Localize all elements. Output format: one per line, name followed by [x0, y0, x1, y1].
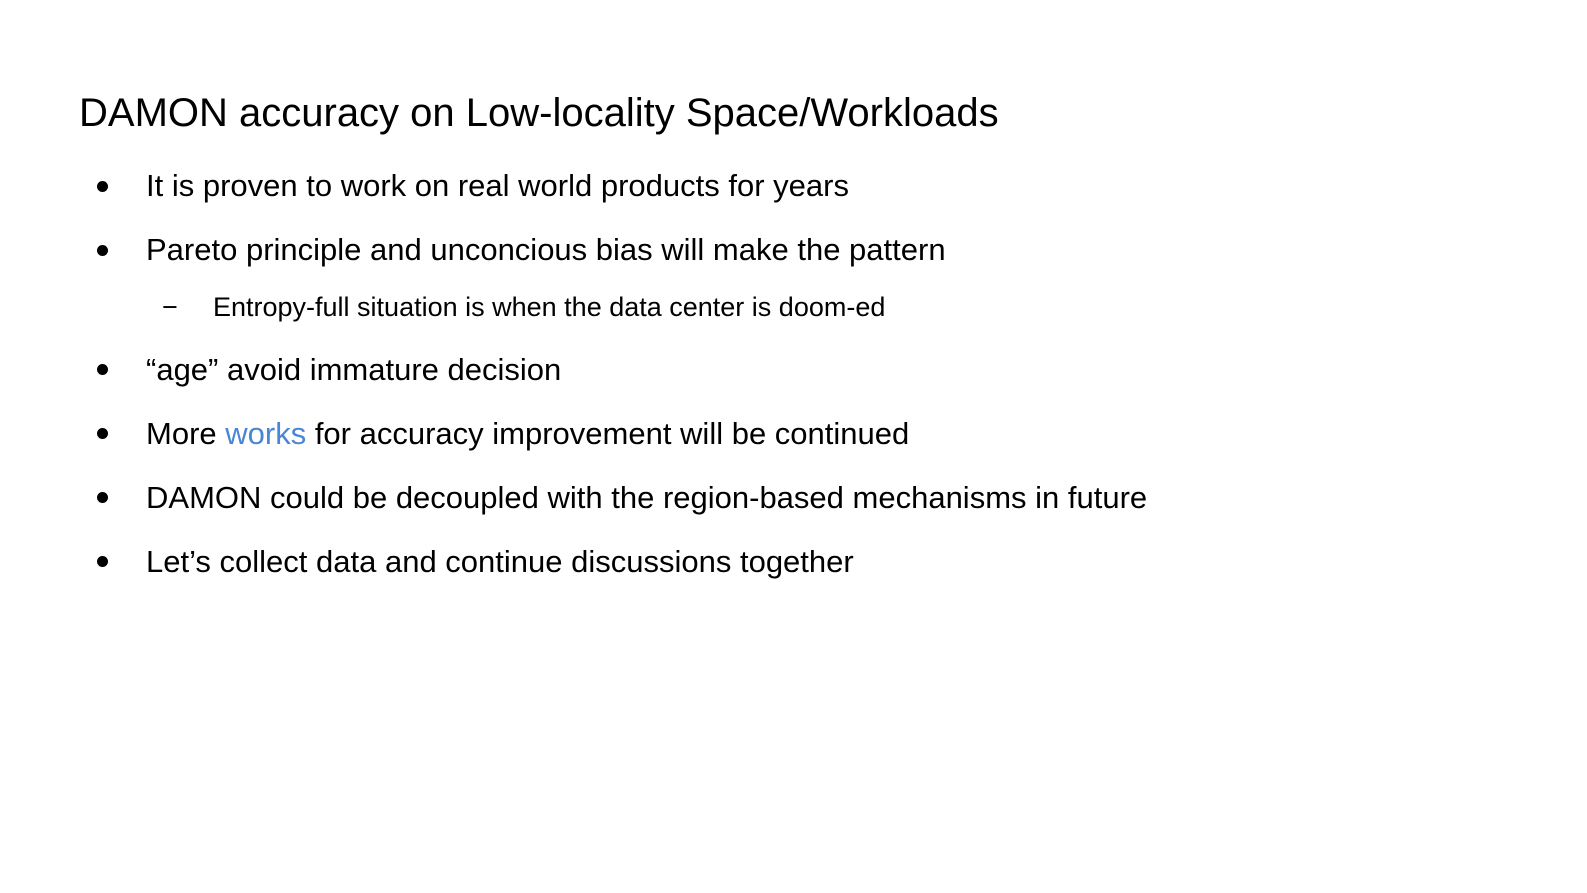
bullet-dot-icon: [97, 492, 108, 503]
bullet-text: Let’s collect data and continue discussions together: [146, 544, 854, 579]
sub-bullet-text: Entropy-full situation is when the data center is doom-ed: [213, 292, 886, 322]
bullet-dot-icon: [97, 364, 108, 375]
bullet-text-suffix: for accuracy improvement will be continued: [306, 416, 910, 451]
bullet-text-prefix: More: [146, 416, 226, 451]
bullet-text: It is proven to work on real world products for years: [146, 168, 849, 203]
dash-icon: −: [162, 292, 178, 322]
bullet-text: “age” avoid immature decision: [146, 352, 562, 387]
bullet-dot-icon: [97, 245, 108, 256]
bullet-dot-icon: [97, 181, 108, 192]
slide-title: DAMON accuracy on Low-locality Space/Workloads: [79, 91, 999, 135]
bullet-dot-icon: [97, 556, 108, 567]
bullet-dot-icon: [97, 428, 108, 439]
bullet-text: DAMON could be decoupled with the region-based mechanisms in future: [146, 480, 1148, 515]
works-link[interactable]: works: [225, 416, 307, 451]
bullet-text: [146, 414, 909, 454]
bullet-text: Pareto principle and unconcious bias will make the pattern: [146, 232, 946, 267]
